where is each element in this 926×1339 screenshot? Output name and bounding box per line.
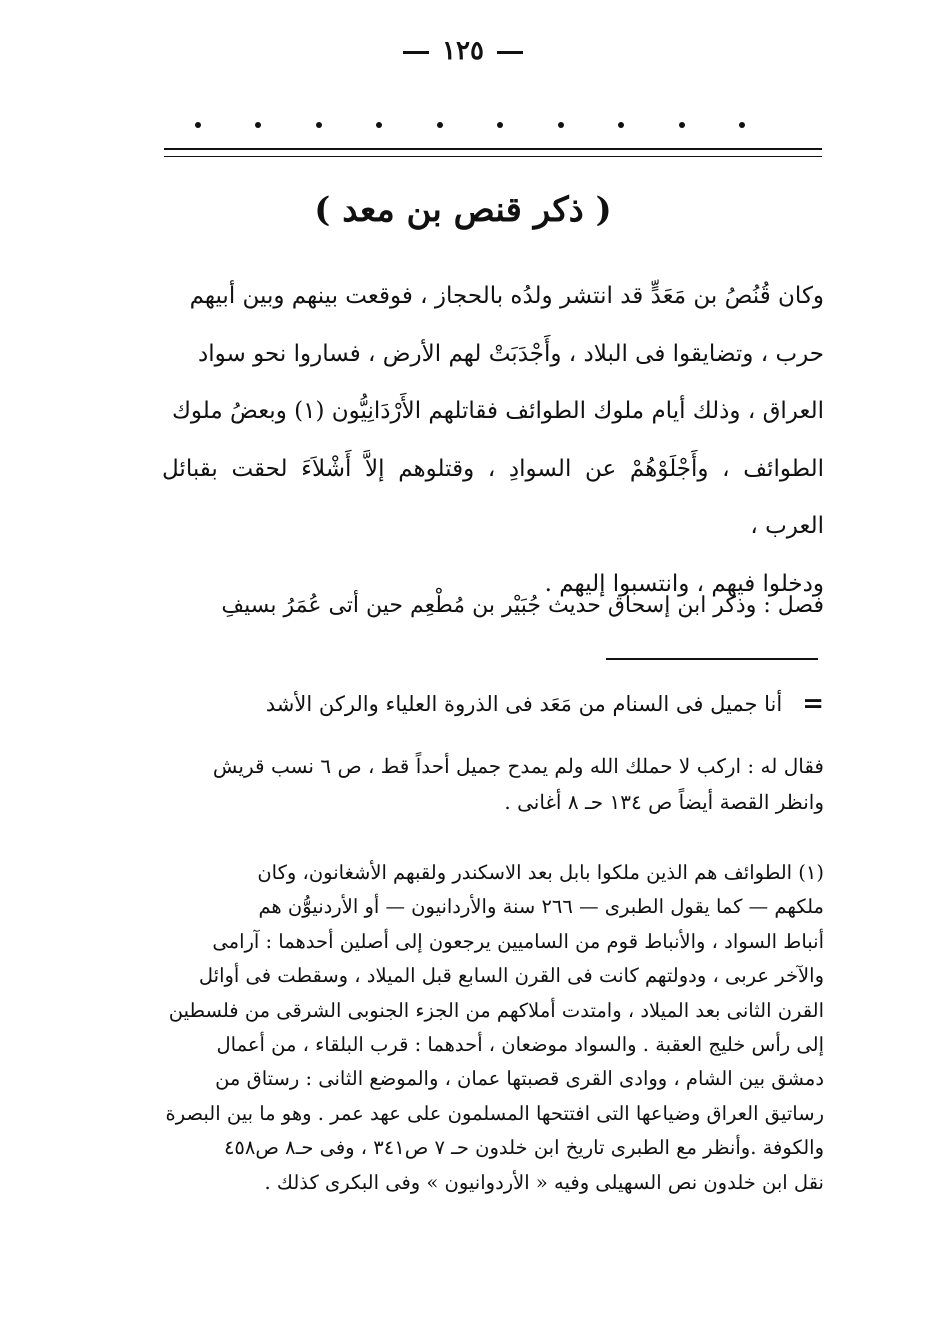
footnote-line: ملكهم — كما يقول الطبرى — ٢٦٦ سنة والأردانيون — أو الأردنيوُّن هم [258,895,824,919]
ornament-dot [376,122,382,128]
footnote-verse [162,686,824,722]
footnote-line: أنباط السواد ، والأنباط قوم من الساميين يرجعون إلى أصلين أحدهما : آرامى [212,929,824,953]
page-number-dash-right [497,51,523,54]
footnote-line: رساتيق العراق وضياعها التى افتتحها المسلمون على عهد عمر . وهو ما بين البصرة [165,1101,824,1125]
page-number [0,36,926,66]
footnote-line: نقل ابن خلدون نص السهيلى وفيه « الأردوانيون » وفى البكرى كذلك . [264,1170,824,1194]
verse-text: أنا جميل فى السنام من مَعَد فى الذروة العلياء والركن الأشد [265,692,783,716]
header-divider [164,148,822,157]
ornamental-dots [195,118,745,132]
paragraph-line: وكان قُنُصُ بن مَعَدٍّ قد انتشر ولدُه بالحجاز ، فوقعت بينهم وبين أبيهم [189,283,824,309]
ornament-dot [497,122,503,128]
footnote-line: وانظر القصة أيضاً ص ١٣٤ حـ ٨ أغانى . [504,790,824,814]
continuation-mark: = [802,689,824,719]
ornament-dot [739,122,745,128]
footnote-divider [606,658,818,660]
footnote-line: والآخر عربى ، ودولتهم كانت فى القرن السابع قبل الميلاد ، وسقطت فى أوائل [198,964,824,988]
fasl-line: فصل : وذكر ابن إسحاق حديث جُبَيْر بن مُطْعِم حين أتى عُمَرُ بسيفِ [221,593,824,618]
section-title: ( ذكر قنص بن معد ) [314,190,612,230]
page-number-value: ١٢٥ [442,36,484,66]
paragraph-line: ودخلوا فيهم ، وانتسبوا إليهم . [544,570,824,597]
footnote-line: (١) الطوائف هم الذين ملكوا بابل بعد الاسكندر ولقبهم الأشغانون، وكان [257,861,824,884]
footnote-continuation [162,748,824,820]
paragraph-line: حرب ، وتضايقوا فى البلاد ، وأَجْدَبَتْ لهم الأرض ، فساروا نحو سواد [198,340,824,367]
paragraph-line: العراق ، وذلك أيام ملوك الطوائف فقاتلهم الأَرْدَانِيُّون (١) وبعضُ ملوك [171,398,824,424]
main-paragraph [162,268,824,613]
footnote-line: إلى رأس خليج العقبة . والسواد موضعان ، أحدهما : قرب البلقاء ، من أعمال [216,1033,824,1057]
ornament-dot [618,122,624,128]
footnote-line: والكوفة .وأنظر مع الطبرى تاريخ ابن خلدون حـ ٧ ص٣٤١ ، وفى حـ٨ ص٤٥٨ [223,1136,824,1160]
ornament-dot [437,122,443,128]
paragraph-line: الطوائف ، وأَجْلَوْهُمْ عن السوادِ ، وقتلوهم إلاَّ أَشْلاَءَ لحقت بقبائل العرب ، [162,455,824,539]
footnote-line: دمشق بين الشام ، ووادى القرى قصبتها عمان ، والموضع الثانى : رستاق من [215,1067,824,1091]
footnote-1 [162,856,824,1200]
ornament-dot [558,122,564,128]
ornament-dot [679,122,685,128]
ornament-dot [195,122,201,128]
footnote-line: القرن الثانى بعد الميلاد ، وامتدت أملاكهم من الجزء الجنوبى الشرقى من فلسطين [168,998,824,1022]
footnote-line: فقال له : اركب لا حملك الله ولم يمدح جميل أحداً قط ، ص ٦ نسب قريش [212,754,824,778]
ornament-dot [255,122,261,128]
ornament-dot [316,122,322,128]
page-number-dash-left [403,51,429,54]
